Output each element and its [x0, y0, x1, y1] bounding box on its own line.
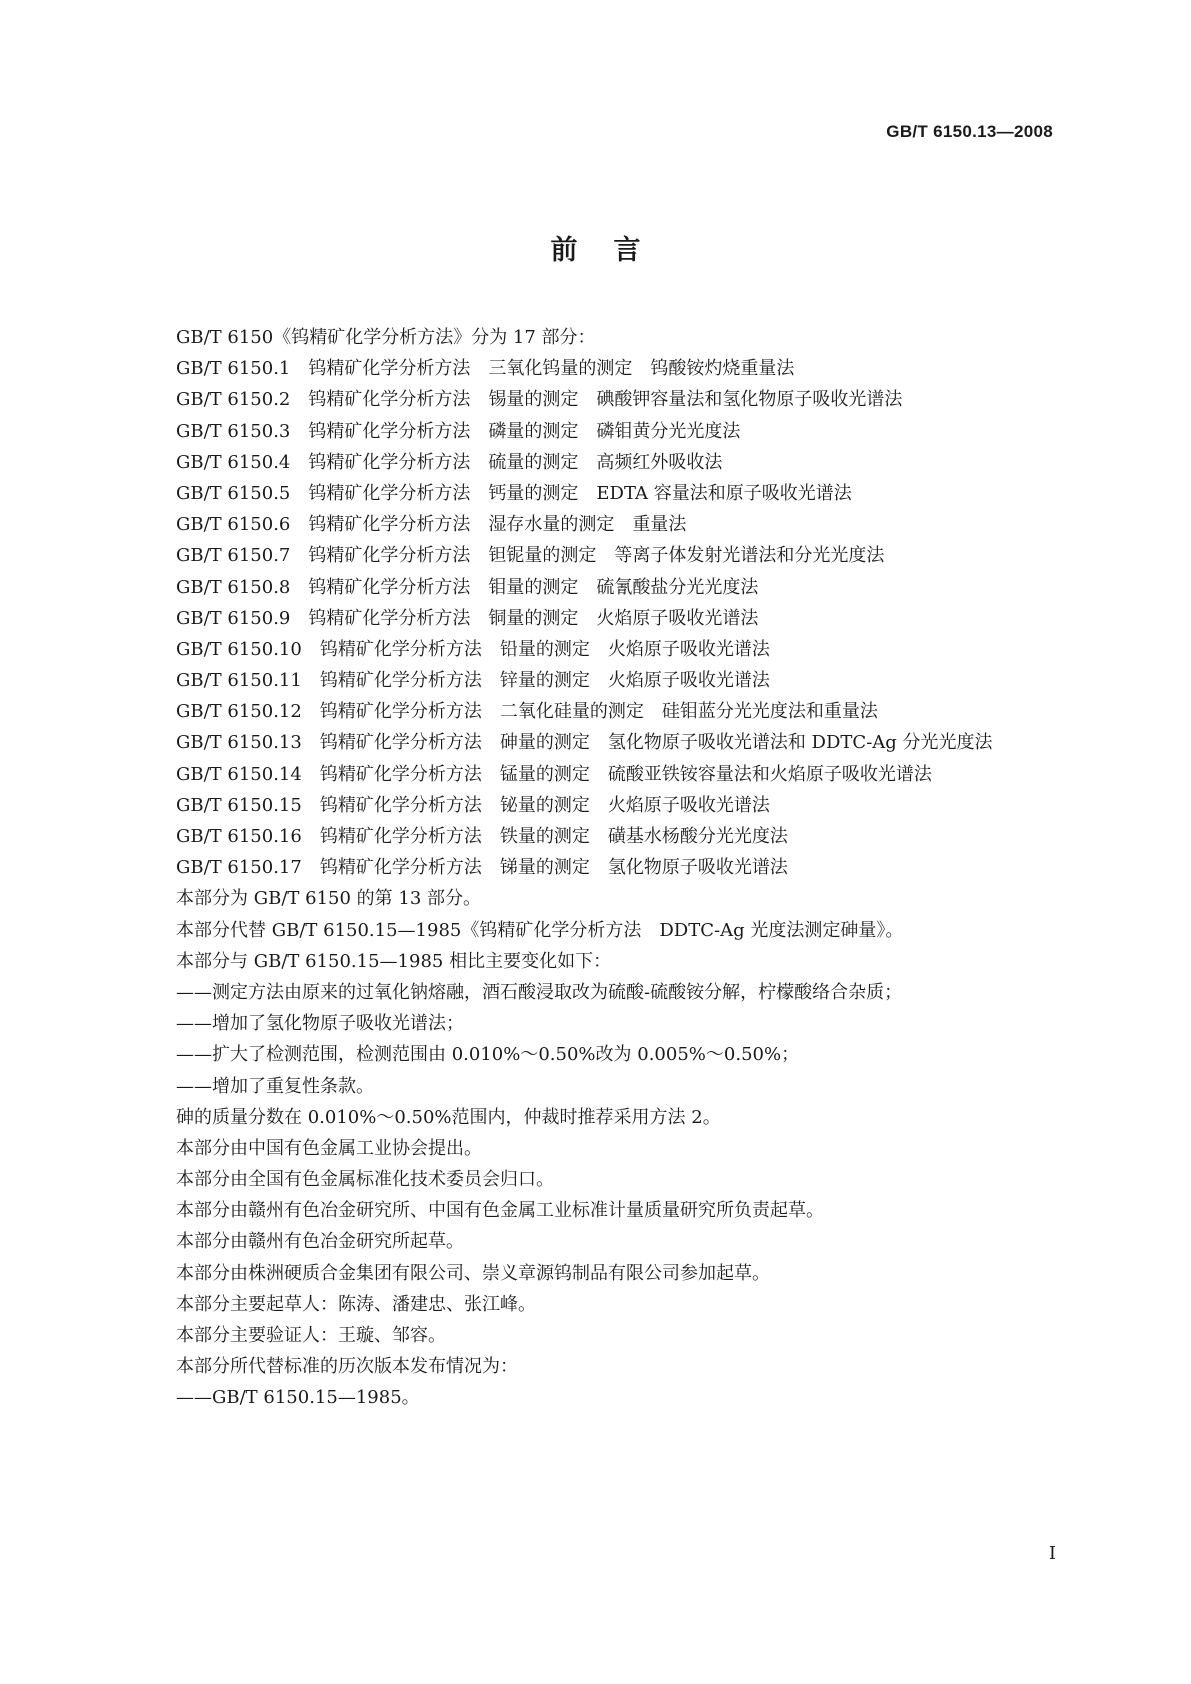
part-list-item: GB/T 6150.8 钨精矿化学分析方法 钼量的测定 硫氰酸盐分光光度法 [176, 576, 759, 598]
paragraph: 本部分代替 GB/T 6150.15—1985《钨精矿化学分析方法 DDTC-Ag 光度法测定砷量》。 [176, 919, 904, 941]
part-list-item: GB/T 6150.2 钨精矿化学分析方法 锡量的测定 碘酸钾容量法和氢化物原子吸收光谱法 [176, 389, 903, 411]
part-list-item: GB/T 6150.10 钨精矿化学分析方法 铅量的测定 火焰原子吸收光谱法 [176, 638, 770, 660]
change-item: ——测定方法由原来的过氧化钠熔融，酒石酸浸取改为硫酸-硫酸铵分解，柠檬酸络合杂质； [176, 981, 903, 1003]
change-item: ——增加了重复性条款。 [176, 1075, 374, 1097]
part-list-item: GB/T 6150.14 钨精矿化学分析方法 锰量的测定 硫酸亚铁铵容量法和火焰原子吸收光谱法 [176, 763, 932, 785]
paragraph: 本部分由赣州有色冶金研究所起草。 [176, 1231, 464, 1253]
part-list-item: GB/T 6150.7 钨精矿化学分析方法 钽铌量的测定 等离子体发射光谱法和分光光度法 [176, 545, 885, 567]
paragraph: 本部分为 GB/T 6150 的第 13 部分。 [176, 888, 481, 910]
part-list-item: GB/T 6150.1 钨精矿化学分析方法 三氧化钨量的测定 钨酸铵灼烧重量法 [176, 358, 795, 380]
page-number: I [1048, 1543, 1056, 1564]
part-list-item: GB/T 6150.3 钨精矿化学分析方法 磷量的测定 磷钼黄分光光度法 [176, 420, 741, 442]
paragraph: 本部分主要验证人：王璇、邹容。 [176, 1325, 446, 1347]
paragraph: 本部分由赣州有色冶金研究所、中国有色金属工业标准计量质量研究所负责起草。 [176, 1200, 824, 1222]
standard-code: GB/T 6150.13—2008 [886, 122, 1053, 141]
part-list-item: GB/T 6150.16 钨精矿化学分析方法 铁量的测定 磺基水杨酸分光光度法 [176, 826, 788, 848]
history-item: ——GB/T 6150.15—1985。 [176, 1387, 420, 1409]
paragraph: 本部分所代替标准的历次版本发布情况为： [176, 1356, 518, 1378]
part-list-item: GB/T 6150.11 钨精矿化学分析方法 锌量的测定 火焰原子吸收光谱法 [176, 670, 770, 692]
paragraph: 本部分由中国有色金属工业协会提出。 [176, 1137, 482, 1159]
paragraph: 本部分由株洲硬质合金集团有限公司、崇义章源钨制品有限公司参加起草。 [176, 1262, 770, 1284]
change-item: ——扩大了检测范围，检测范围由 0.010%～0.50%改为 0.005%～0.50%； [176, 1044, 800, 1066]
paragraph: 本部分主要起草人：陈涛、潘建忠、张江峰。 [176, 1293, 536, 1315]
part-list-item: GB/T 6150.6 钨精矿化学分析方法 湿存水量的测定 重量法 [176, 514, 687, 536]
part-list-item: GB/T 6150.12 钨精矿化学分析方法 二氧化硅量的测定 硅钼蓝分光光度法和重量法 [176, 701, 878, 723]
paragraph: 砷的质量分数在 0.010%～0.50%范围内，仲裁时推荐采用方法 2。 [176, 1106, 721, 1128]
foreword-body [135, 322, 1060, 1414]
paragraph: 本部分由全国有色金属标准化技术委员会归口。 [176, 1169, 554, 1191]
page-title: 前言 [550, 235, 677, 266]
part-list-item: GB/T 6150.15 钨精矿化学分析方法 铋量的测定 火焰原子吸收光谱法 [176, 794, 770, 816]
part-list-item: GB/T 6150.5 钨精矿化学分析方法 钙量的测定 EDTA 容量法和原子吸收光谱法 [176, 482, 852, 504]
paragraph-intro: GB/T 6150《钨精矿化学分析方法》分为 17 部分： [176, 327, 596, 348]
part-list-item: GB/T 6150.9 钨精矿化学分析方法 铜量的测定 火焰原子吸收光谱法 [176, 607, 759, 629]
part-list-item: GB/T 6150.13 钨精矿化学分析方法 砷量的测定 氢化物原子吸收光谱法和 DDTC-Ag 分光光度法 [176, 732, 993, 754]
paragraph: 本部分与 GB/T 6150.15—1985 相比主要变化如下： [176, 950, 612, 972]
change-item: ——增加了氢化物原子吸收光谱法； [176, 1013, 464, 1035]
part-list-item: GB/T 6150.4 钨精矿化学分析方法 硫量的测定 高频红外吸收法 [176, 451, 723, 473]
part-list-item: GB/T 6150.17 钨精矿化学分析方法 锑量的测定 氢化物原子吸收光谱法 [176, 857, 788, 879]
